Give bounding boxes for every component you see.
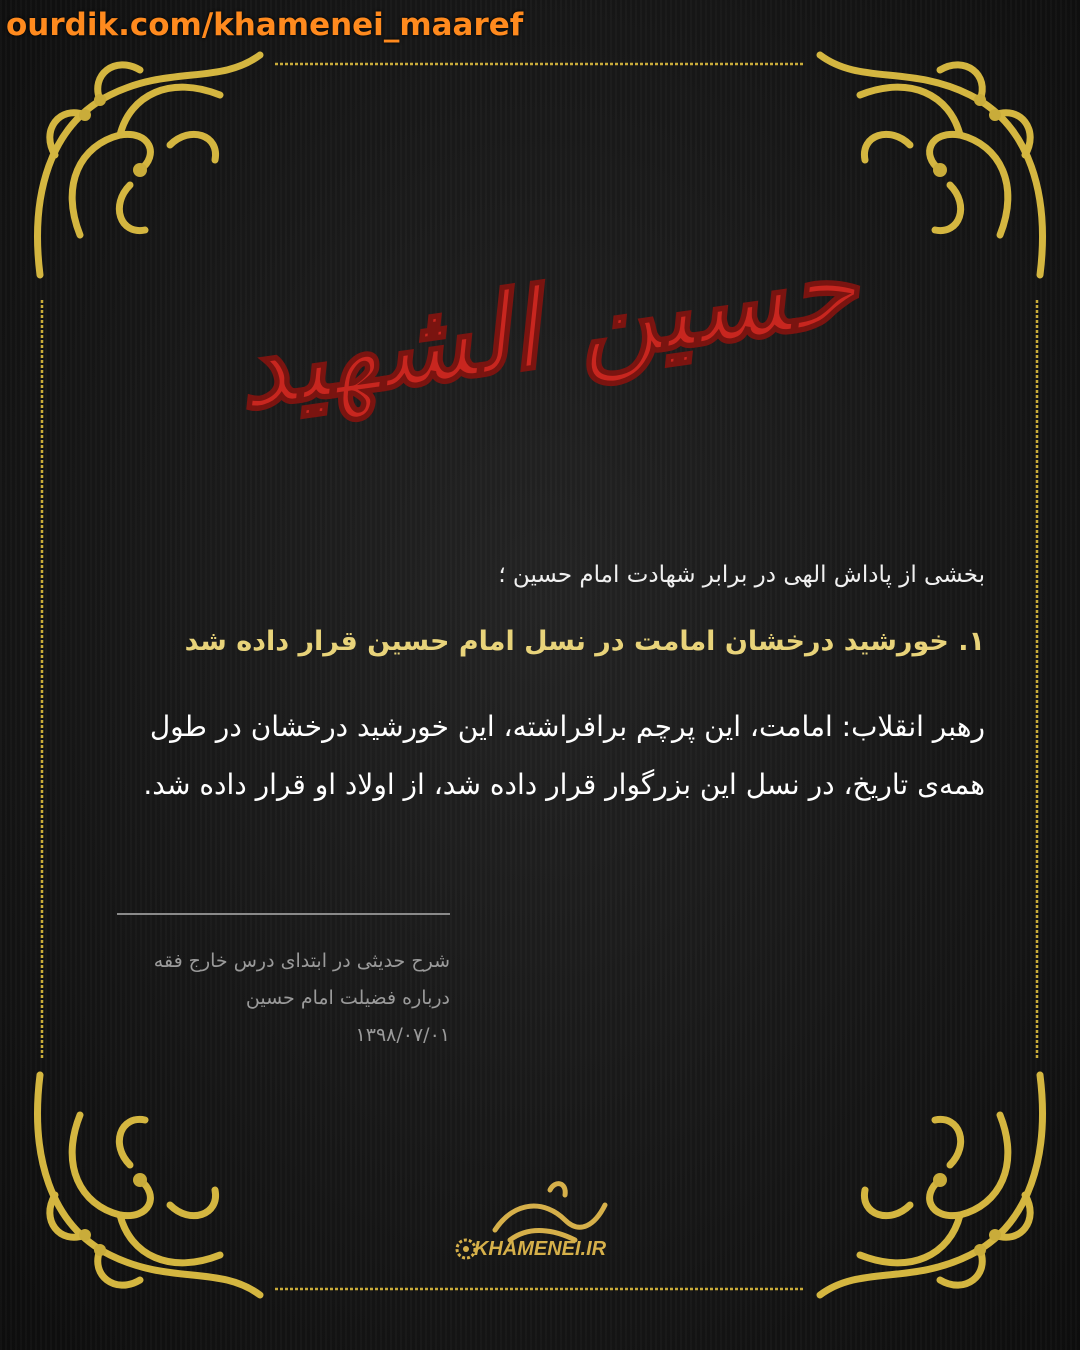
title-calligraphy [228,150,866,470]
quote-body: رهبر انقلاب: امامت، این پرچم برافراشته، این خورشید درخشان در طول همه‌ی تاریخ، در نسل این بزرگوار قرار داده شد، از اولاد او قرار داده شد. [143,710,985,801]
source-date: ۱۳۹۸/۰۷/۰۱ [355,1024,450,1046]
watermark-url: ourdik.com/khamenei_maaref [6,7,524,43]
source-line-1: شرح حدیثی در ابتدای درس خارج فقه [153,950,450,972]
gold-corner-ornament-icon [20,1065,270,1315]
source-block [110,943,450,1054]
title-text: حسین الشهید [228,219,866,435]
gold-corner-ornament-icon [810,1065,1060,1315]
gold-corner-ornament-icon [20,35,270,285]
divider [117,913,450,915]
source-line-2: درباره فضیلت امام حسین [245,987,450,1009]
logo-text: KHAMENEI.IR [473,1238,607,1260]
headline: ۱. خورشید درخشان امامت در نسل امام حسین قرار داده شد [184,626,985,657]
logo-calligraphy-icon [455,1170,625,1280]
intro-text: بخشی از پاداش الهی در برابر شهادت امام حسین ؛ [498,562,985,588]
